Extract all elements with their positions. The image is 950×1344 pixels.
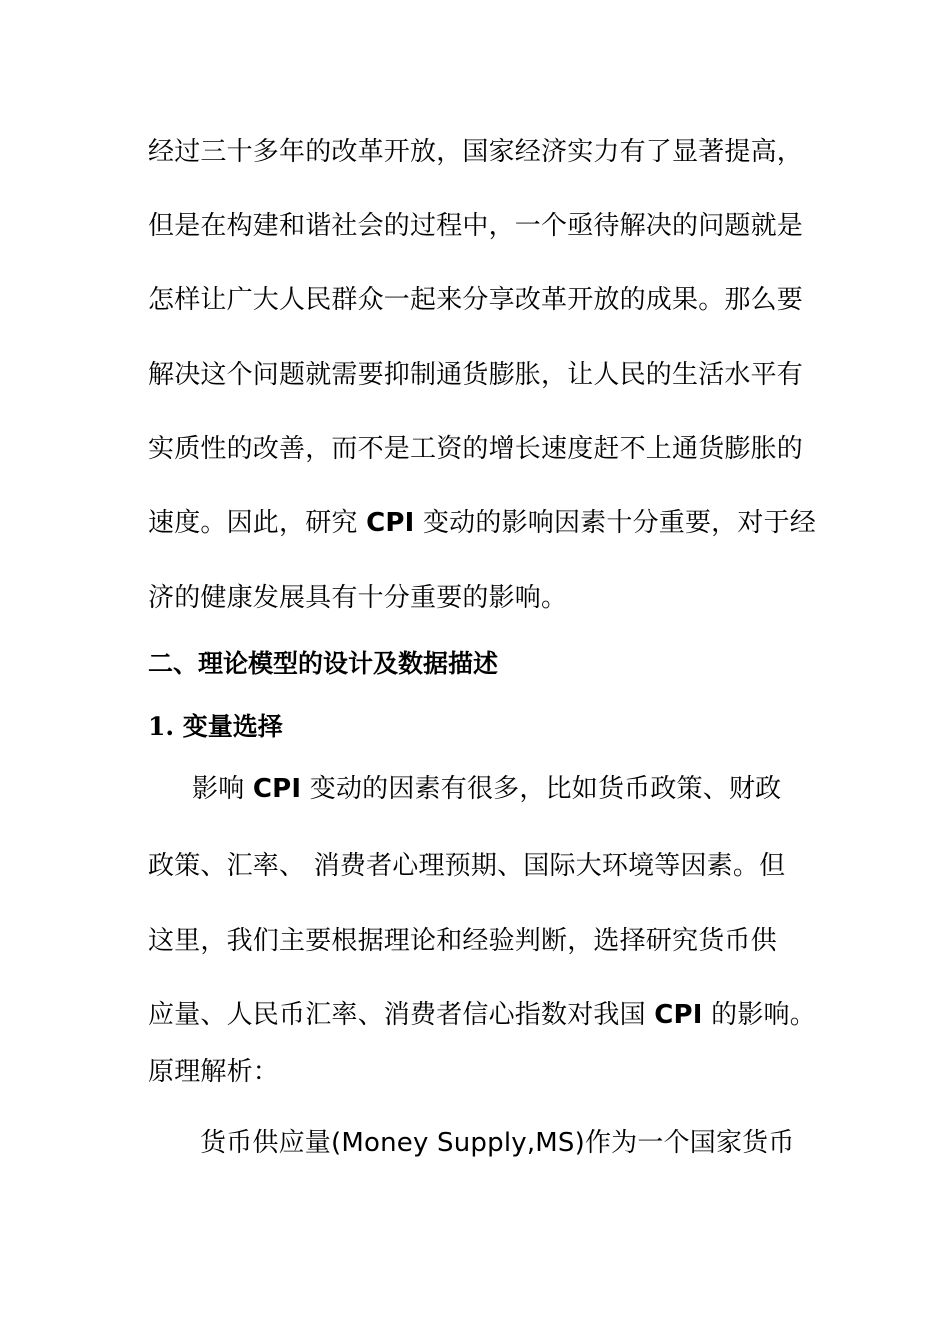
paragraph-line: 原理解析： [148,1057,280,1087]
cpi-term: CPI [252,774,302,804]
section-heading: 二、理论模型的设计及数据描述 [148,649,499,678]
paragraph-line: 但是在构建和谐社会的过程中，一个亟待解决的问题就是 [148,211,804,241]
text-segment: 速度。因此，研究 [148,508,367,538]
text-segment: 货币供应量 [200,1128,332,1158]
paragraph-line: 怎样让广大人民群众一起来分享改革开放的成果。那么要 [148,285,804,315]
cpi-term: CPI [654,1000,703,1030]
text-segment: 变动的因素有很多，比如货币政策、财政 [301,774,782,804]
paragraph-line: 经过三十多年的改革开放，国家经济实力有了显著提高， [148,137,804,167]
paragraph-line: 解决这个问题就需要抑制通货膨胀，让人民的生活水平有 [148,360,804,390]
text-segment: 变动的影响因素十分重要，对于经 [414,508,816,538]
text-segment: 应量、人民币汇率、消费者信心指数对我国 [148,1000,655,1030]
subsection-heading: 1. 变量选择 [148,712,283,741]
text-segment: (Money Supply,MS) [331,1128,585,1158]
paragraph-line [148,998,816,1032]
text-segment: 影响 [192,774,253,804]
paragraph-line: 政策、汇率、 消费者心理预期、国际大环境等因素。但 [148,851,786,881]
paragraph-line [192,772,781,806]
paragraph-line [148,506,816,540]
text-segment: 作为一个国家货币 [584,1128,795,1158]
paragraph-line: 这里，我们主要根据理论和经验判断，选择研究货币供 [148,926,777,956]
paragraph-line [200,1126,795,1160]
cpi-term: CPI [366,508,415,538]
text-segment: 的影响。 [702,1000,816,1030]
paragraph-line: 实质性的改善，而不是工资的增长速度赶不上通货膨胀的 [148,434,804,464]
paragraph-line: 济的健康发展具有十分重要的影响。 [148,583,568,613]
